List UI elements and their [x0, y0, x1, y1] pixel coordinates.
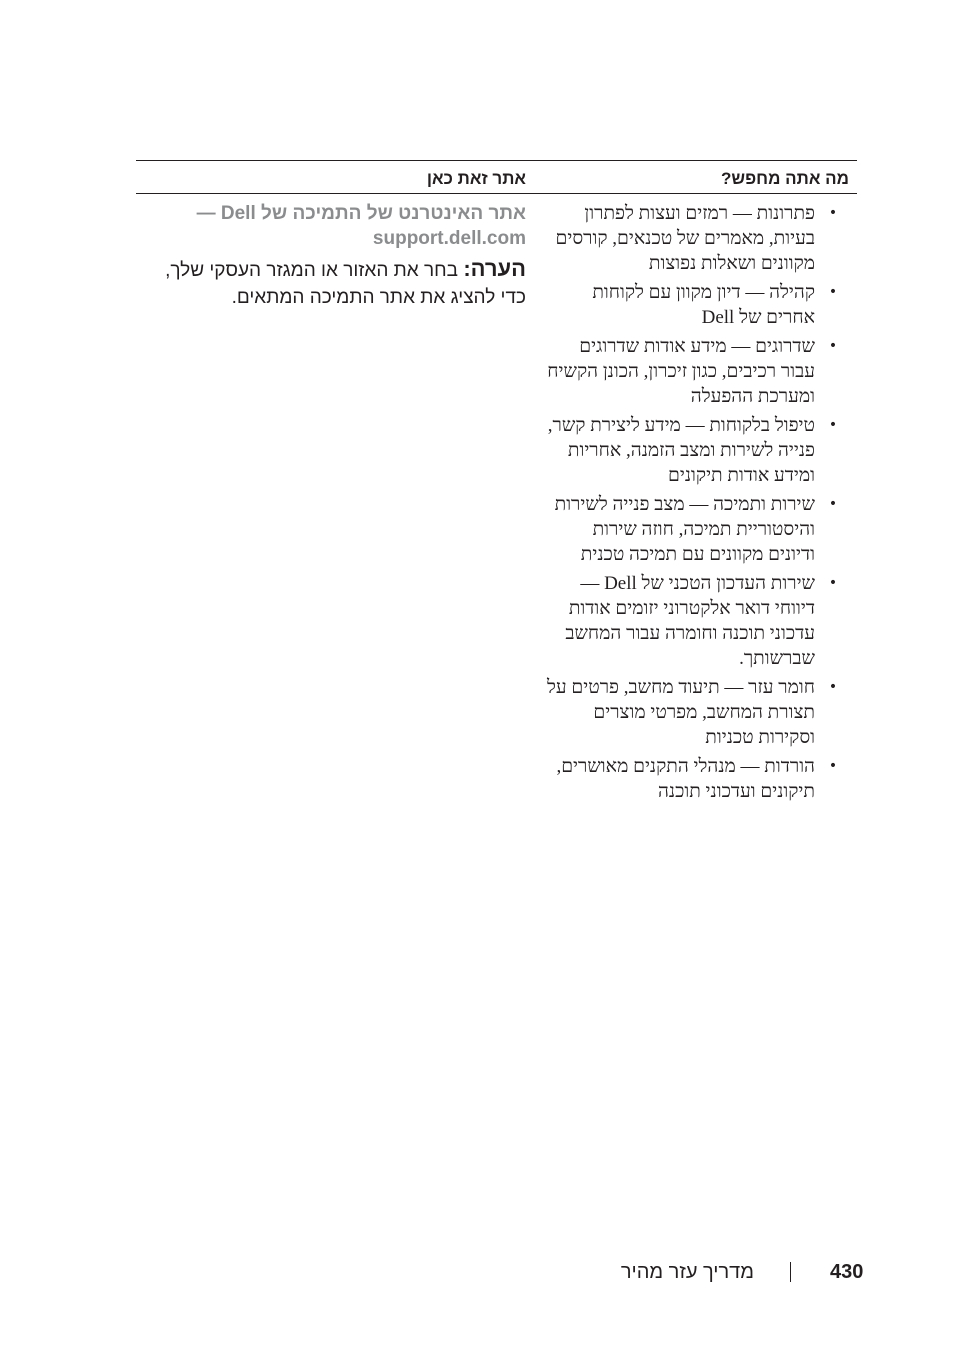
table-top-rule	[136, 160, 857, 161]
bullet-icon: •	[828, 205, 838, 221]
footer-separator	[790, 1262, 791, 1282]
list-item	[544, 334, 849, 409]
list-item-text: שדרוגים — מידע אודות שדרוגים עבור רכיבים, כגון זיכרון, הכונן הקשיח ומערכת ההפעלה	[547, 336, 815, 407]
list-item-text: חומר עזר — תיעוד מחשב, פרטים על תצורת המחשב, מפרטי מוצרים וסקירות טכניות	[546, 677, 815, 748]
note-text: בחר את האזור או המגזר העסקי שלך, כדי להציג את אתר התמיכה המתאים.	[165, 260, 526, 308]
topic-list	[544, 201, 849, 804]
bullet-icon: •	[828, 575, 838, 591]
list-item	[544, 280, 849, 330]
column-header-find-it-here: אתר זאת כאן	[426, 169, 526, 188]
list-item	[544, 754, 849, 804]
bullet-icon: •	[828, 679, 838, 695]
bullet-icon: •	[828, 496, 838, 512]
list-item	[544, 413, 849, 488]
list-item	[544, 201, 849, 276]
list-item	[544, 492, 849, 567]
list-item-text: הורדות — מנהלי התקנים מאושרים, תיקונים ועדכוני תוכנה	[556, 756, 815, 802]
support-site-title: אתר האינטרנט של התמיכה של Dell —	[196, 203, 526, 224]
list-item-text: פתרונות — רמזים ועצות לפתרון בעיות, מאמרים של טכנאים, קורסים מקוונים ושאלות נפוצות	[555, 203, 815, 274]
topics-column	[544, 201, 849, 808]
column-header-what-looking-for: מה אתה מחפש?	[721, 169, 849, 188]
bullet-icon: •	[828, 284, 838, 300]
footer-title: מדריך עזר מהיר	[620, 1261, 754, 1283]
list-item-text: שירות ותמיכה — מצב פנייה לשירות והיסטוריית תמיכה, חוזה שירות ודיונים מקוונים עם תמיכה טכנית	[554, 494, 815, 565]
note-label: הערה:	[463, 256, 526, 281]
table-header-rule	[136, 193, 857, 194]
bullet-icon: •	[828, 417, 838, 433]
support-site-url[interactable]: support.dell.com	[372, 228, 526, 249]
bullet-icon: •	[828, 338, 838, 354]
list-item-text: טיפול בלקוחות — מידע ליצירת קשר, פנייה לשירות ומצב הזמנה, אחריות ומידע אודות תיקונים	[547, 415, 815, 486]
list-item-text: קהילה — דיון מקוון עם לקוחות אחרים של Dell	[592, 282, 815, 328]
list-item	[544, 675, 849, 750]
list-item-text: שירות העדכון הטכני של Dell — דיווחי דואר אלקטרוני יזומים אודות עדכוני תוכנה וחומרה עבור המחשב שברשותך.	[565, 573, 815, 669]
page-number: 430	[830, 1261, 864, 1283]
location-column	[136, 201, 526, 311]
bullet-icon: •	[828, 758, 838, 774]
list-item	[544, 571, 849, 671]
note-paragraph	[136, 255, 526, 311]
